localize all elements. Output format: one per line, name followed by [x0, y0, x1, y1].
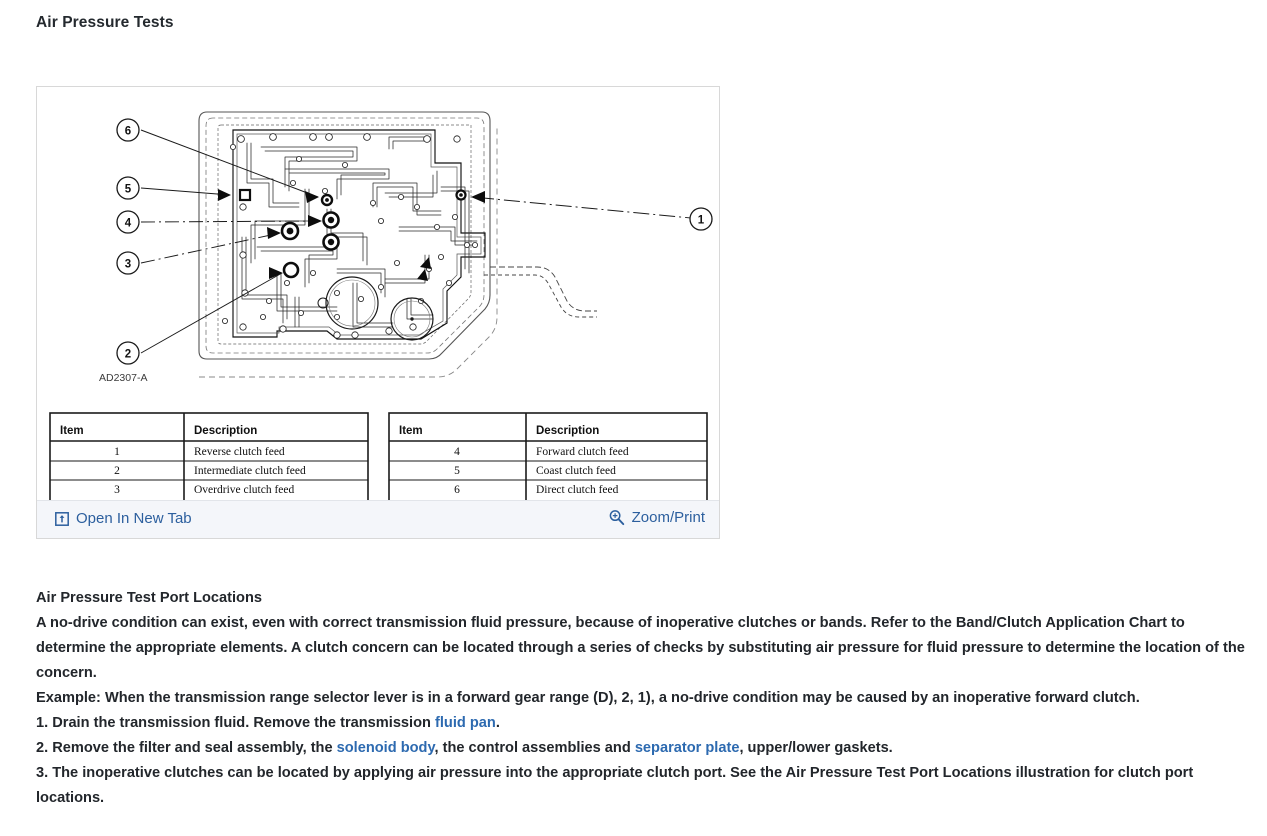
svg-text:Coast clutch feed: Coast clutch feed [536, 465, 616, 477]
step-3: 3. The inoperative clutches can be located by applying air pressure into the appropriate clutch port. See the Air Pressure Test Port Locations illustration for clutch port locations. [36, 765, 1194, 806]
figure-code: AD2307-A [99, 372, 148, 384]
open-in-new-tab-button[interactable] [55, 510, 192, 527]
callout-6 [117, 119, 139, 141]
item-table-2 [389, 413, 707, 501]
svg-text:Forward clutch feed: Forward clutch feed [536, 446, 629, 458]
figure-image[interactable] [37, 87, 719, 501]
separator-plate-link[interactable]: separator plate [634, 740, 740, 756]
step-2 [36, 736, 1248, 761]
step-1-prefix: 1. Drain the transmission fluid. Remove the transmission [36, 715, 435, 731]
svg-text:Direct clutch feed: Direct clutch feed [536, 484, 619, 496]
figure-footer [37, 500, 719, 538]
step-2-middle: , the control assemblies and [434, 740, 635, 756]
zoom-print-button[interactable] [608, 509, 705, 526]
svg-text:Intermediate clutch feed: Intermediate clutch feed [194, 465, 306, 477]
svg-text:2: 2 [114, 465, 120, 477]
svg-text:Description: Description [536, 425, 600, 437]
callout-1 [690, 208, 712, 230]
svg-text:Item: Item [60, 425, 84, 437]
svg-text:2: 2 [124, 348, 132, 361]
svg-text:6: 6 [454, 484, 460, 496]
open-in-new-tab-label: Open In New Tab [76, 510, 192, 527]
step-1-suffix: . [495, 715, 500, 731]
port-marker-2 [284, 263, 298, 277]
section-heading: Air Pressure Test Port Locations [36, 590, 262, 606]
page-title: Air Pressure Tests [36, 14, 174, 31]
svg-text:Reverse clutch feed: Reverse clutch feed [194, 446, 285, 458]
svg-text:6: 6 [124, 125, 132, 138]
svg-text:Overdrive clutch feed: Overdrive clutch feed [194, 484, 295, 496]
svg-text:1: 1 [697, 214, 705, 227]
callout-2 [117, 342, 139, 364]
step-1 [36, 711, 1248, 736]
svg-text:Item: Item [399, 425, 423, 437]
svg-text:5: 5 [124, 183, 132, 196]
svg-text:3: 3 [124, 258, 132, 271]
valve-body-diagram [37, 87, 719, 501]
callout-4 [117, 211, 139, 233]
magnifier-plus-icon [608, 509, 625, 526]
fluid-pan-link[interactable]: fluid pan [435, 715, 496, 731]
article-body [36, 586, 1248, 811]
svg-text:Description: Description [194, 425, 258, 437]
paragraph-example: Example: When the transmission range selector lever is in a forward gear range (D), 2, 1), a no-drive condition may be caused by an inoperative forward clutch. [36, 690, 1140, 706]
svg-text:1: 1 [114, 446, 120, 458]
svg-text:4: 4 [124, 217, 132, 230]
callout-3 [117, 252, 139, 274]
svg-text:4: 4 [454, 446, 460, 458]
item-table-1 [50, 413, 368, 501]
step-2-prefix: 2. Remove the filter and seal assembly, the [36, 740, 337, 756]
open-in-new-tab-icon [55, 512, 69, 526]
svg-text:5: 5 [454, 465, 460, 477]
callout-5 [117, 177, 139, 199]
paragraph-intro: A no-drive condition can exist, even with correct transmission fluid pressure, because of inoperative clutches or bands. Refer to the Band/Clutch Application Chart to determine the appropriate elements. A clutch concern can be located through a series of checks by substituting air pressure for fluid pressure to determine the location of the concern. [36, 615, 1245, 681]
svg-text:3: 3 [114, 484, 120, 496]
zoom-print-label: Zoom/Print [631, 509, 705, 526]
port-marker-5 [240, 190, 250, 200]
solenoid-body-link[interactable]: solenoid body [336, 740, 435, 756]
step-2-suffix: , upper/lower gaskets. [739, 740, 893, 756]
figure-card [36, 86, 720, 539]
